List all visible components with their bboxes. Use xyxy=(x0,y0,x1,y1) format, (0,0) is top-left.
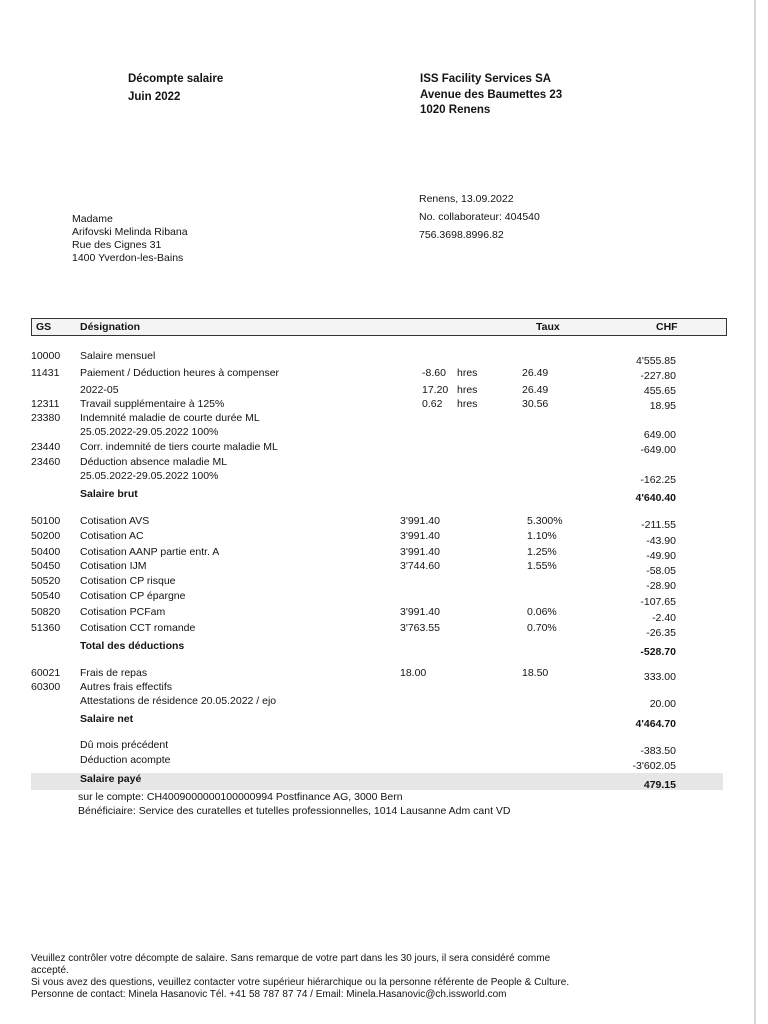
row-amount-chf: -2.40 xyxy=(652,612,676,624)
document-title: Décompte salaire xyxy=(128,73,224,85)
row-designation: Travail supplémentaire à 125% xyxy=(80,398,225,410)
row-designation: Salaire payé xyxy=(80,773,142,785)
row-gs-code: 10000 xyxy=(31,350,61,362)
recipient-name: Arifovski Melinda Ribana xyxy=(72,226,188,238)
row-gs-code: 50400 xyxy=(31,546,61,558)
row-gs-code: 23440 xyxy=(31,441,61,453)
row-base-amount: 3'991.40 xyxy=(400,546,440,558)
social-security-number: 756.3698.8996.82 xyxy=(419,229,504,241)
row-rate: 30.56 xyxy=(522,398,549,410)
row-amount-chf: -49.90 xyxy=(646,550,676,562)
row-amount-chf: 333.00 xyxy=(643,671,676,683)
row-amount-chf: -227.80 xyxy=(640,370,676,382)
row-designation: 25.05.2022-29.05.2022 100% xyxy=(80,426,219,438)
header-taux: Taux xyxy=(536,321,560,333)
row-gs-code: 50820 xyxy=(31,606,61,618)
row-unit: hres xyxy=(457,367,478,379)
row-designation: Frais de repas xyxy=(80,667,148,679)
row-percent: 1.25% xyxy=(527,546,557,558)
row-designation: Cotisation AANP partie entr. A xyxy=(80,546,220,558)
row-amount-chf: 18.95 xyxy=(649,400,676,412)
row-rate: 26.49 xyxy=(522,384,549,396)
row-amount-chf: -383.50 xyxy=(640,745,676,757)
payment-beneficiary: Bénéficiaire: Service des curatelles et tutelles professionnelles, 1014 Lausanne Adm cant VD xyxy=(78,805,511,817)
table-header xyxy=(31,318,727,336)
header-designation: Désignation xyxy=(80,321,141,333)
company-city: 1020 Renens xyxy=(420,104,491,116)
row-gs-code: 23460 xyxy=(31,456,61,468)
row-designation: Attestations de résidence 20.05.2022 / ejo xyxy=(80,695,277,707)
row-quantity: 0.62 xyxy=(422,398,443,410)
row-quantity: 17.20 xyxy=(422,384,449,396)
recipient-salutation: Madame xyxy=(72,213,113,225)
row-base-amount: 3'991.40 xyxy=(400,606,440,618)
row-amount-chf: -58.05 xyxy=(646,565,676,577)
place-date: Renens, 13.09.2022 xyxy=(419,193,514,205)
row-designation: Déduction absence maladie ML xyxy=(80,456,228,468)
pay-period: Juin 2022 xyxy=(128,91,181,103)
row-amount-chf: -211.55 xyxy=(641,519,676,531)
row-amount-chf: 4'464.70 xyxy=(635,718,676,730)
row-amount-chf: -3'602.05 xyxy=(632,760,676,772)
row-designation: Dû mois précédent xyxy=(80,739,169,751)
row-amount-chf: -107.65 xyxy=(640,596,676,608)
row-amount-chf: -26.35 xyxy=(646,627,676,639)
footer-line-4: Personne de contact: Minela Hasanovic Tél. +41 58 787 87 74 / Email: Minela.Hasanovic@ch.issworld.com xyxy=(31,989,507,1000)
document-meta xyxy=(419,193,540,242)
payment-account: sur le compte: CH4009000000100000994 Postfinance AG, 3000 Bern xyxy=(78,791,403,803)
page-edge xyxy=(754,0,756,1024)
row-amount-chf: -649.00 xyxy=(640,444,676,456)
row-gs-code: 23380 xyxy=(31,412,61,424)
row-amount-chf: 455.65 xyxy=(643,385,676,397)
row-base-amount: 3'991.40 xyxy=(400,530,440,542)
row-designation: Cotisation CP épargne xyxy=(80,590,186,602)
row-amount-chf: 4'640.40 xyxy=(635,492,676,504)
header-chf: CHF xyxy=(656,321,678,333)
footer-line-3: Si vous avez des questions, veuillez contacter votre supérieur hiérarchique ou la personne référente de People & Culture. xyxy=(31,977,570,988)
row-base-amount: 3'763.55 xyxy=(400,622,440,634)
row-gs-code: 50520 xyxy=(31,575,61,587)
footer-line-1: Veuillez contrôler votre décompte de salaire. Sans remarque de votre part dans les 30 jours, il sera considéré comme xyxy=(31,953,551,964)
row-designation: Cotisation CP risque xyxy=(80,575,176,587)
row-designation: 25.05.2022-29.05.2022 100% xyxy=(80,470,219,482)
row-unit: hres xyxy=(457,384,478,396)
row-gs-code: 50540 xyxy=(31,590,61,602)
row-amount-chf: -528.70 xyxy=(640,646,676,658)
row-percent: 1.10% xyxy=(527,530,557,542)
row-gs-code: 51360 xyxy=(31,622,61,634)
row-amount-chf: -43.90 xyxy=(646,535,676,547)
row-percent: 0.70% xyxy=(527,622,557,634)
row-designation: Total des déductions xyxy=(80,640,185,652)
row-rate: 26.49 xyxy=(522,367,549,379)
row-designation: Cotisation AC xyxy=(80,530,144,542)
row-gs-code: 12311 xyxy=(31,398,60,410)
company-name: ISS Facility Services SA xyxy=(420,73,552,85)
row-base-amount: 18.00 xyxy=(400,667,427,679)
row-amount-chf: -162.25 xyxy=(640,474,676,486)
row-designation: Salaire net xyxy=(80,713,134,725)
row-designation: Cotisation IJM xyxy=(80,560,147,572)
row-designation: Corr. indemnité de tiers courte maladie ML xyxy=(80,441,278,453)
row-quantity: -8.60 xyxy=(422,367,446,379)
row-designation: Déduction acompte xyxy=(80,754,171,766)
row-amount-chf: 4'555.85 xyxy=(636,355,676,367)
row-amount-chf: -28.90 xyxy=(646,580,676,592)
row-base-amount: 3'744.60 xyxy=(400,560,440,572)
row-designation: Autres frais effectifs xyxy=(80,681,173,693)
row-gs-code: 60300 xyxy=(31,681,61,693)
row-designation: Salaire brut xyxy=(80,488,138,500)
row-gs-code: 11431 xyxy=(31,367,60,379)
footer-line-2: accepté. xyxy=(31,965,69,976)
header-gs: GS xyxy=(36,321,52,333)
employee-number: No. collaborateur: 404540 xyxy=(419,211,540,223)
footer-notice xyxy=(31,953,569,1001)
row-designation: Cotisation PCFam xyxy=(80,606,166,618)
row-amount-chf: 20.00 xyxy=(649,698,676,710)
row-percent: 0.06% xyxy=(527,606,557,618)
row-base-amount: 3'991.40 xyxy=(400,515,440,527)
recipient-city: 1400 Yverdon-les-Bains xyxy=(72,252,184,264)
row-designation: 2022-05 xyxy=(80,384,119,396)
row-gs-code: 50450 xyxy=(31,560,61,572)
row-designation: Salaire mensuel xyxy=(80,350,156,362)
row-amount-chf: 479.15 xyxy=(643,779,676,791)
row-designation: Indemnité maladie de courte durée ML xyxy=(80,412,260,424)
row-amount-chf: 649.00 xyxy=(643,429,676,441)
row-designation: Cotisation AVS xyxy=(80,515,150,527)
recipient-address xyxy=(72,213,188,265)
row-rate: 18.50 xyxy=(522,667,549,679)
row-percent: 5.300% xyxy=(527,515,563,527)
row-unit: hres xyxy=(457,398,478,410)
row-designation: Cotisation CCT romande xyxy=(80,622,196,634)
row-gs-code: 50200 xyxy=(31,530,61,542)
row-percent: 1.55% xyxy=(527,560,557,572)
recipient-street: Rue des Cignes 31 xyxy=(72,239,162,251)
row-designation: Paiement / Déduction heures à compenser xyxy=(80,367,280,379)
row-gs-code: 60021 xyxy=(31,667,61,679)
company-street: Avenue des Baumettes 23 xyxy=(420,89,563,101)
row-gs-code: 50100 xyxy=(31,515,61,527)
